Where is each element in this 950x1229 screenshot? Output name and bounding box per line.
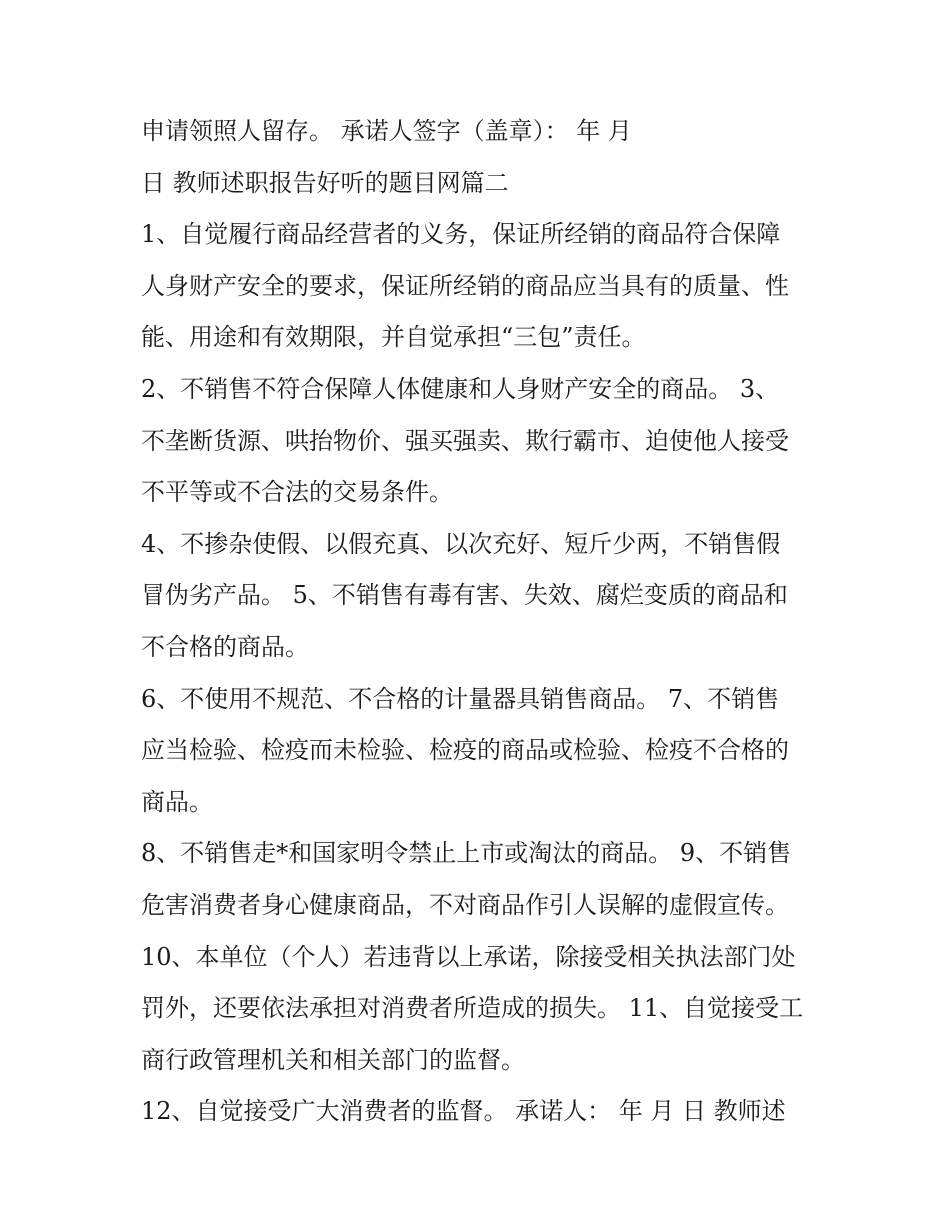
text-line: 不平等或不合法的交易条件。 — [141, 478, 453, 507]
text-line: 人身财产安全的要求，保证所经销的商品应当具有的质量、性 — [141, 271, 789, 300]
text-line: 10、本单位（个人）若违背以上承诺，除接受相关执法部门处 — [141, 942, 796, 971]
text-line: 日 教师述职报告好听的题目网篇二 — [141, 168, 509, 197]
text-line: 不合格的商品。 — [141, 632, 309, 661]
text-line: 2、不销售不符合保障人体健康和人身财产安全的商品。 3、 — [141, 374, 780, 403]
text-line: 商行政管理机关和相关部门的监督。 — [141, 1045, 525, 1074]
text-line: 12、自觉接受广大消费者的监督。 承诺人： 年 月 日 教师述 — [141, 1097, 786, 1126]
text-line: 罚外，还要依法承担对消费者所造成的损失。 11、自觉接受工 — [141, 994, 804, 1023]
text-line: 能、用途和有效期限，并自觉承担“三包”责任。 — [141, 323, 646, 352]
text-line: 应当检验、检疫而未检验、检疫的商品或检验、检疫不合格的 — [141, 736, 789, 765]
text-line: 6、不使用不规范、不合格的计量器具销售商品。 7、不销售 — [141, 684, 780, 713]
text-line: 申请领照人留存。 承诺人签字（盖章）： 年 月 — [141, 117, 632, 145]
text-line: 8、不销售走*和国家明令禁止上市或淘汰的商品。 9、不销售 — [141, 839, 792, 868]
document-body — [141, 106, 831, 1138]
text-line: 危害消费者身心健康商品，不对商品作引人误解的虚假宣传。 — [141, 890, 789, 919]
text-line: 1、自觉履行商品经营者的义务，保证所经销的商品符合保障 — [141, 220, 781, 249]
text-line: 商品。 — [141, 787, 213, 816]
text-line: 4、不掺杂使假、以假充真、以次充好、短斤少两，不销售假 — [141, 529, 781, 558]
text-line: 不垄断货源、哄抬物价、强买强卖、欺行霸市、迫使他人接受 — [141, 426, 789, 455]
text-line: 冒伪劣产品。 5、不销售有毒有害、失效、腐烂变质的商品和 — [141, 581, 788, 610]
